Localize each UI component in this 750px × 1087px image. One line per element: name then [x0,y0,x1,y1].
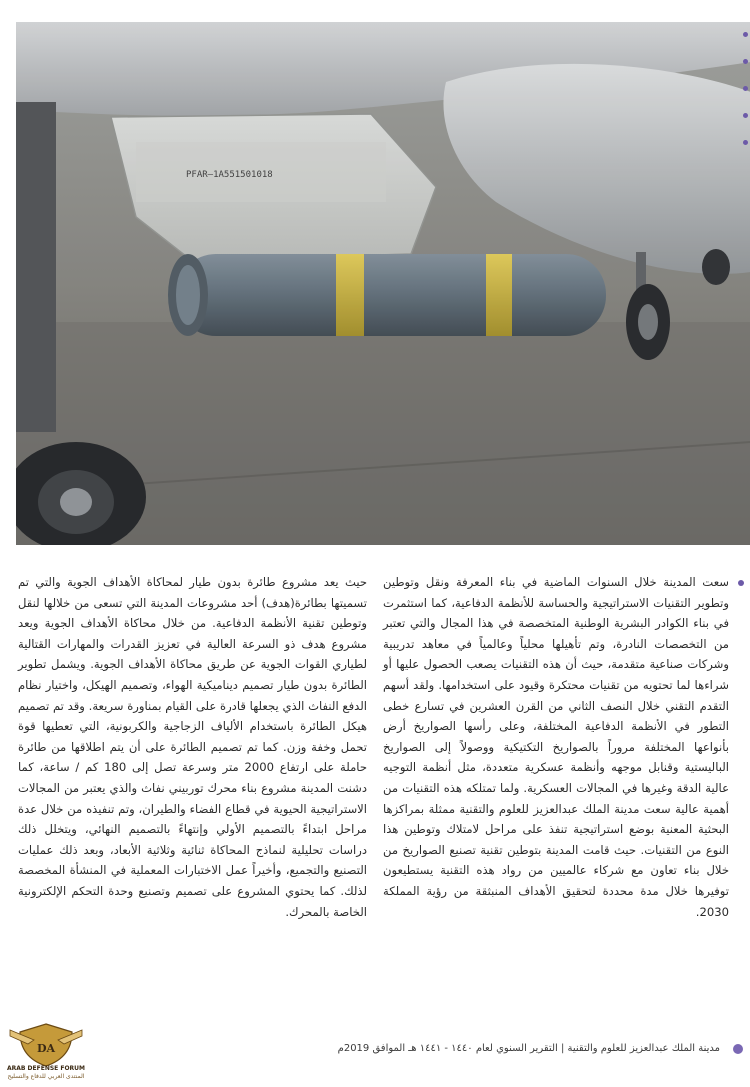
edge-dots-decoration [743,32,748,167]
logo-emblem-text: DA [36,1042,56,1055]
footer-bullet [733,1044,743,1054]
footer-text: مدينة الملك عبدالعزيز للعلوم والتقنية | التقرير السنوي لعام ١٤٤٠ - ١٤٤١ هـ الموافق 2019م [337,1043,720,1054]
text-column-left [18,572,367,922]
pylon-serial-label: PFAR—1A551501018 [186,170,273,180]
text-column-right [383,572,729,922]
hero-photo [16,22,750,545]
logo-name-en: ARAB DEFENSE FORUM [6,1065,86,1072]
logo-name-ar: المنتدى العربي للدفاع والتسليح [7,1073,85,1080]
drone-missile-illustration [16,22,750,545]
left-column-paragraph: حيث يعد مشروع طائرة بدون طيار لمحاكاة الأهداف الجوية والتي تم تسميتها بطائرة(هدف) أحد مشروعات المدينة التي تسعى من خلالها لنقل وتوطين تقنية الأنظمة الدفاعية. من خلال محاكاة الأهداف الجوية ويعد مشروع هدف ذو السرعة العالية في تعزيز القدرات والمهارات القتالية لطياري القوات الجوية عن طريق محاكاة الأهداف الجوية. ويشمل تطوير الطائرة بدون طيار تصميم ديناميكية الهواء، وتصميم الهيكل، واختيار نظام الدفع النفاث الذي يجعلها قادرة على القيام بمناورة سريعة. وقد تم تصميم هيكل الطائرة باستخدام الألياف الزجاجية والكربونية، التي تعطيها قوة تحمل وخفة وزن. كما تم تصميم الطائرة على أن يتم اطلاقها من طائرة حاملة على ارتفاع 2000 متر وسرعة تصل إلى 180 كم / ساعة، كما دشنت المدينة مشروع بناء محرك توربيني نفاث والذي يعتبر من المجالات الاستراتيجية الحيوية في قطاع الفضاء والطيران، وتم تنفيذه من خلال عدة مراحل ابتداءً بالتصميم الأولي وإنتهاءً بالتصميم النهائي، ويتخلل ذلك دراسات تحليلية لنماذج المحاكاة ثنائية وثلاثية الأبعاد، وبعد ذلك عمليات التصنيع والتجميع، وأخيراً عمل الاختبارات المعملية في المنشأة المخصصة لذلك. كما يحتوي المشروع على تصميم وتصنيع وحدة التحكم الإلكترونية الخاصة بالمحرك. [18,575,367,919]
paragraph-bullet [738,580,744,586]
right-column-paragraph: سعت المدينة خلال السنوات الماضية في بناء المعرفة ونقل وتوطين وتطوير التقنيات الاستراتيجية والحساسة للأنظمة الدفاعية، كما استثمرت في بناء الكوادر البشرية الوطنية المتخصصة في هذا المجال والتي تعتبر من التخصصات النادرة، وتم تأهيلها محلياً وعالمياً في معاهد تدريبية وشركات صناعية متقدمة، حيث أن هذه التقنيات يصعب الحصول عليها أو شراءها لما تحتويه من تقنيات محتكرة وقيود على استخدامها. ولقد أسهم التقدم التقني خلال النصف الثاني من القرن العشرين في تسارع خطى التطور في الأنظمة الدفاعية المختلفة، وعلى رأسها الصواريخ أرض بأنواعها المختلفة مروراً بالصواريخ التكتيكية ووصولاً إلى الصواريخ الباليستية وقنابل موجهه وأنظمة عسكرية متعددة، مثل أنظمة التوجيه عالية الدقة وغيرها في المجالات العسكرية. ولما تمتلكه هذه التقنيات من أهمية عالية سعت مدينة الملك عبدالعزيز للعلوم والتقنية ممثلة بمراكزها البحثية المعنية بوضع استراتيجية تنفذ على مراحل لامتلاك وتوطين هذا النوع من التقنيات. حيث قامت المدينة بتوطين تقنية تصنيع الصواريخ من خلال بناء تعاون مع شركاء عالميين من رواد هذه التقنية يستطيعون توفيرها خلال مدة محددة لتحقيق الأهداف المنبثقة من رؤية المملكة 2030. [383,575,729,919]
